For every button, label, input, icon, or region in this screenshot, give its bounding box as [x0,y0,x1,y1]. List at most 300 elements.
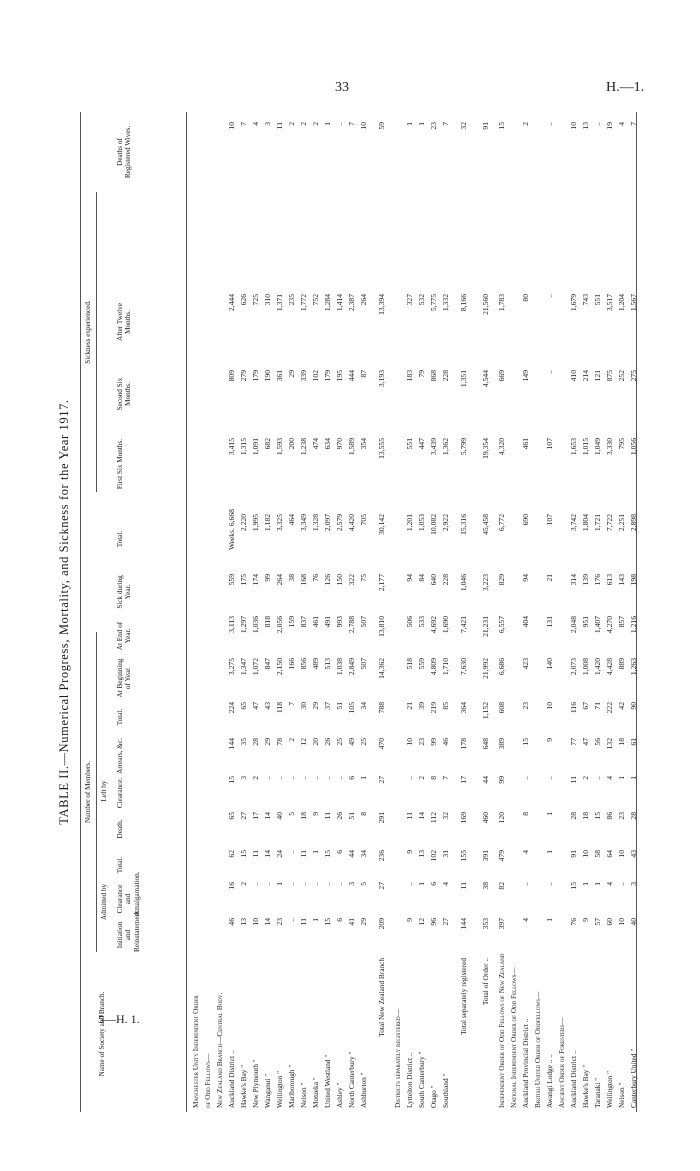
row-cell: 489 [311,658,320,670]
row-cell: 788 [377,702,386,714]
row-cell: 198 [629,574,638,586]
row-cell: 4,809 [429,658,438,676]
table-row [582,112,592,1112]
row-cell: 1,049 [593,438,602,456]
table-section-row [534,112,544,1112]
row-cell: 1 [311,918,320,922]
table-row [240,112,250,1112]
row-cell: 14 [263,918,272,926]
row-cell: 634 [323,438,332,450]
row-cell: 27 [377,776,386,784]
row-cell: 8 [359,812,368,816]
row-cell: 144 [227,738,236,750]
row-cell: 23 [429,122,438,130]
row-cell: 179 [251,370,260,382]
row-cell: 38 [481,882,490,890]
row-cell: 1 [417,122,426,126]
row-cell: 13,555 [377,438,386,459]
row-cell: 14 [263,850,272,858]
row-name: Auckland Provincial District .. [521,1018,530,1108]
row-cell: 23 [617,812,626,820]
row-cell: 12 [299,738,308,746]
row-cell: 479 [497,850,506,862]
row-name: Motueka " [311,1077,320,1108]
row-name: Hawke's Bay " [239,1064,248,1108]
row-cell: 11 [299,918,308,926]
row-cell: 608 [497,702,506,714]
row-cell: 43 [629,850,638,858]
row-cell: 856 [299,658,308,670]
row-cell: 80 [521,294,530,302]
row-cell: 1,238 [299,438,308,456]
row-cell: 3,349 [299,514,308,532]
row-cell: 2 [521,122,530,126]
row-cell: 178 [459,738,468,750]
row-cell: 391 [481,850,490,862]
row-cell: 200 [287,438,296,450]
row-cell: 132 [605,738,614,750]
row-name: Total separately registered [459,958,468,1035]
row-name: Auckland District .. [227,1050,236,1108]
row-cell: 175 [239,574,248,586]
row-cell: .. [545,294,554,298]
row-cell: 15 [593,812,602,820]
row-name: South Canterbury " [417,1051,426,1108]
row-name: North Canterbury " [347,1051,356,1108]
row-cell: 626 [239,294,248,306]
row-cell: 23 [275,918,284,926]
row-cell: 3 [347,882,356,886]
row-cell: 27 [377,882,386,890]
row-cell: 29 [287,370,296,378]
row-name: Otago " [429,1085,438,1108]
row-cell: 1,371 [275,294,284,312]
row-cell: 168 [299,574,308,586]
row-cell: 310 [263,294,272,306]
table-row [442,112,452,1112]
row-cell: 1,038 [335,658,344,676]
row-cell: 149 [521,370,530,382]
row-cell: 314 [569,574,578,586]
row-cell: 4 [521,850,530,854]
row-cell: 1 [545,812,554,816]
row-cell: 6 [429,882,438,886]
row-name: Taranaki " [593,1077,602,1108]
row-name: New Zealand Branch—Central Body. [215,992,224,1108]
row-cell: 174 [251,574,260,586]
row-cell: 116 [569,702,578,714]
row-cell: 889 [617,658,626,670]
row-cell: 4 [441,882,450,886]
table-row [406,112,416,1112]
row-name: National Independent Order of Odd Fellows— [509,967,518,1108]
row-cell: 2 [417,776,426,780]
row-name: of Odd Fellows— [203,1053,212,1108]
row-cell: 56 [593,738,602,746]
row-cell: 99 [497,776,506,784]
header-admitted-by: Admitted by [100,883,108,921]
row-cell: 11 [275,122,284,130]
row-cell: 10 [569,122,578,130]
row-cell: 2 [581,776,590,780]
table-row [228,112,238,1112]
row-cell: 60 [605,918,614,926]
table-section-row [192,112,202,1112]
row-cell: 279 [239,370,248,382]
row-cell: 8,166 [459,294,468,312]
header-initiation: Initiation and Reinstatement. [116,909,141,952]
row-cell: .. [323,882,332,886]
row-cell: 47 [251,702,260,710]
row-cell: 214 [581,370,590,382]
row-cell: 506 [405,616,414,628]
row-cell: 993 [335,616,344,628]
row-cell: 41 [347,918,356,926]
row-name: Total of Order .. [481,958,490,1006]
row-cell: 13 [417,850,426,858]
row-cell: .. [299,882,308,886]
sickness-rule [96,192,97,492]
row-cell: 107 [545,514,554,526]
row-cell: 78 [275,738,284,746]
row-cell: 837 [299,616,308,628]
header-death: Death. [116,819,124,839]
row-cell: 1,315 [239,438,248,456]
row-cell: 7 [629,122,638,126]
row-cell: .. [545,776,554,780]
row-cell: 1 [405,122,414,126]
row-cell: 10 [251,918,260,926]
row-cell: 2,898 [629,514,638,532]
row-cell: 15 [497,122,506,130]
header-deaths-wives: Deaths of Registered Wives. [116,125,133,179]
row-cell: 144 [459,918,468,930]
table-row [252,112,262,1112]
table-row [264,112,274,1112]
row-name: Marlborough " [287,1064,296,1108]
row-cell: 10 [227,122,236,130]
row-cell: 640 [429,574,438,586]
row-cell: 460 [481,812,490,824]
row-cell: 61 [629,738,638,746]
row-cell: .. [405,882,414,886]
row-cell: 10 [545,702,554,710]
row-cell: 2,444 [227,294,236,312]
row-cell: .. [521,776,530,780]
header-first-six: First Six Months. [116,438,124,490]
row-name: Wellington " [275,1070,284,1108]
row-cell: 71 [593,702,602,710]
row-cell: 4 [605,776,614,780]
row-cell: 32 [459,122,468,130]
row-cell: 857 [617,616,626,628]
row-cell: 1,710 [441,658,450,676]
row-cell: 5,799 [459,438,468,456]
row-cell: 847 [263,658,272,670]
row-cell: 8 [521,812,530,816]
row-cell: 85 [441,702,450,710]
row-cell: 364 [459,702,468,714]
row-cell: 3 [239,776,248,780]
row-cell: 12 [417,918,426,926]
row-cell: 2 [239,882,248,886]
row-cell: 423 [521,658,530,670]
row-cell: 752 [311,294,320,306]
table-row [312,112,322,1112]
row-name: Awangi Lodge .. .. [545,1054,554,1108]
row-cell: 705 [359,514,368,526]
row-cell: 13 [581,122,590,130]
row-cell: 39 [417,702,426,710]
row-cell: 1 [617,776,626,780]
row-cell: 2,056 [275,616,284,634]
row-cell: 1,297 [239,616,248,634]
header-number-of-members: Number of Members. [84,760,92,824]
row-cell: 1,414 [335,294,344,312]
page-number: 33 [335,80,349,95]
row-cell: 21 [545,574,554,582]
row-cell: .. [593,122,602,126]
row-cell: 18 [581,812,590,820]
row-cell: 37 [323,702,332,710]
header-arrears: Arrears, &c. [116,738,124,774]
rotated-table [58,112,638,1112]
row-cell: .. [311,882,320,886]
row-cell: 15,316 [459,514,468,535]
row-cell: 4,420 [347,514,356,532]
row-cell: 2,150 [275,658,284,676]
row-cell: 2,387 [347,294,356,312]
row-cell: 11 [405,812,414,820]
row-cell: 44 [347,850,356,858]
row-cell: 13,810 [377,616,386,637]
row-cell: 1,036 [251,616,260,634]
row-cell: 159 [287,616,296,628]
row-cell: 353 [481,918,490,930]
row-name: Wanganui " [263,1073,272,1108]
row-cell: .. [299,776,308,780]
row-cell: 1,204 [617,294,626,312]
row-cell: 67 [581,702,590,710]
row-cell: 7 [287,702,296,706]
row-cell: 11 [251,850,260,858]
table-row [276,112,286,1112]
row-cell: 507 [359,658,368,670]
row-cell: 533 [417,616,426,628]
table-row [360,112,370,1112]
row-cell: 1,721 [593,514,602,532]
row-cell: 15 [569,882,578,890]
row-cell: 143 [617,574,626,586]
table-row [630,112,640,1112]
row-cell: 1 [593,882,602,886]
row-cell: .. [335,776,344,780]
row-cell: 24 [275,850,284,858]
row-cell: 209 [377,918,386,930]
header-clearance-out: Clearance. [116,777,124,809]
row-cell: .. [617,882,626,886]
row-cell: 91 [481,122,490,130]
row-cell: 1 [275,882,284,886]
table-section-row [510,112,520,1112]
row-cell: 1,263 [629,658,638,676]
table-title: TABLE II.—Numerical Progress, Mortality, and Sickness for the Year 1917. [57,399,71,825]
row-cell: 551 [593,294,602,306]
top-rule [80,112,81,1112]
row-cell: 19 [605,122,614,130]
row-cell: 1,995 [251,514,260,532]
row-cell: 809 [227,370,236,382]
row-cell: 16 [227,882,236,890]
row-cell: 76 [569,918,578,926]
row-cell: 559 [417,658,426,670]
row-cell: 2,922 [441,514,450,532]
row-cell: 21,992 [481,658,490,679]
row-cell: 62 [227,850,236,858]
row-cell: 7,421 [459,616,468,634]
row-cell: 14 [263,812,272,820]
row-cell: 65 [239,702,248,710]
row-cell: 7 [441,776,450,780]
row-cell: 2,097 [323,514,332,532]
row-name: British United Order of Oddfellows— [533,991,542,1108]
row-cell: 236 [377,850,386,862]
row-cell: 1 [311,850,320,854]
row-cell: 4,428 [605,658,614,676]
table-row [522,112,532,1112]
row-cell: 21,560 [481,294,490,315]
row-cell: 9 [405,918,414,922]
table-section-row [204,112,214,1112]
row-cell: .. [545,370,554,374]
row-cell: 6 [335,918,344,922]
row-cell: 1 [545,918,554,922]
row-cell: 126 [323,574,332,586]
table-section-row [394,112,404,1112]
row-cell: 40 [629,918,638,926]
row-cell: .. [263,882,272,886]
members-rule [96,632,97,952]
row-cell: 4 [617,122,626,126]
row-cell: 461 [311,616,320,628]
row-cell: 1,008 [581,658,590,676]
row-cell: 868 [429,370,438,382]
row-cell: 1 [359,776,368,780]
row-cell: 6 [347,776,356,780]
row-cell: 47 [581,738,590,746]
row-cell: 513 [323,658,332,670]
header-sick: Sick during Year. [116,575,133,609]
row-cell: 34 [359,702,368,710]
row-cell: 46 [441,738,450,746]
row-cell: 6,686 [497,658,506,676]
row-cell: 682 [263,438,272,450]
row-cell: 559 [227,574,236,586]
row-cell: 13,394 [377,294,386,315]
row-cell: 1,567 [629,294,638,312]
row-cell: 224 [227,702,236,714]
row-cell: 15 [239,850,248,858]
row-cell: 10 [617,850,626,858]
row-cell: 875 [605,370,614,382]
row-cell: 43 [263,702,272,710]
header-clearance-in: Clearance and Amalgamation. [116,871,141,916]
row-cell: 6,772 [497,514,506,532]
table-total-row [460,112,470,1112]
row-cell: 1 [417,882,426,886]
row-cell: 15 [521,738,530,746]
row-cell: 354 [359,438,368,450]
row-cell: 1,351 [459,370,468,388]
sheet-code: 5—H. 1. [98,1012,140,1026]
row-cell: 2,251 [617,514,626,532]
row-cell: 970 [335,438,344,450]
row-cell: 2,849 [347,658,356,676]
row-cell: 2 [287,122,296,126]
row-cell: 94 [405,574,414,582]
row-cell: 11 [299,850,308,858]
row-cell: 322 [347,574,356,586]
row-cell: .. [287,882,296,886]
row-cell: 3,113 [227,616,236,633]
row-cell: 1,182 [263,514,272,532]
row-cell: 444 [347,370,356,382]
row-cell: 474 [311,438,320,450]
row-cell: 20 [311,738,320,746]
row-cell: 829 [497,574,506,586]
row-cell: 3,742 [569,514,578,532]
row-cell: 361 [275,370,284,382]
row-cell: 45,458 [481,514,490,535]
row-cell: 1,053 [417,514,426,532]
row-cell: 7,722 [605,514,614,532]
row-cell: 32 [441,812,450,820]
row-cell: 59 [377,122,386,130]
row-cell: 18 [299,812,308,820]
row-cell: 23 [417,738,426,746]
row-cell: 91 [569,850,578,858]
row-cell: 82 [497,882,506,890]
row-cell: 518 [405,658,414,670]
row-name: Nelson " [299,1082,308,1108]
row-cell: 176 [593,574,602,586]
table-row [324,112,334,1112]
row-cell: 49 [347,738,356,746]
row-cell: .. [287,918,296,922]
row-cell: 15 [323,850,332,858]
row-cell: 235 [287,294,296,306]
row-cell: 11 [459,882,468,890]
row-cell: .. [545,122,554,126]
row-cell: 99 [263,574,272,582]
row-cell: 6 [335,850,344,854]
row-cell: 1 [545,850,554,854]
row-cell: 57 [593,918,602,926]
row-cell: 3,415 [227,438,236,456]
row-cell: 3,439 [429,438,438,456]
row-cell: 27 [441,918,450,926]
row-cell: 613 [605,574,614,586]
row-cell: 3,517 [605,294,614,312]
row-cell: 1,152 [481,702,490,720]
row-cell: 183 [405,370,414,382]
row-cell: 102 [429,850,438,862]
row-cell: 6,557 [497,616,506,634]
header-admitted-total: Total. [116,856,124,874]
row-cell: 25 [359,738,368,746]
row-cell: 327 [405,294,414,306]
row-cell: 1,072 [251,658,260,676]
